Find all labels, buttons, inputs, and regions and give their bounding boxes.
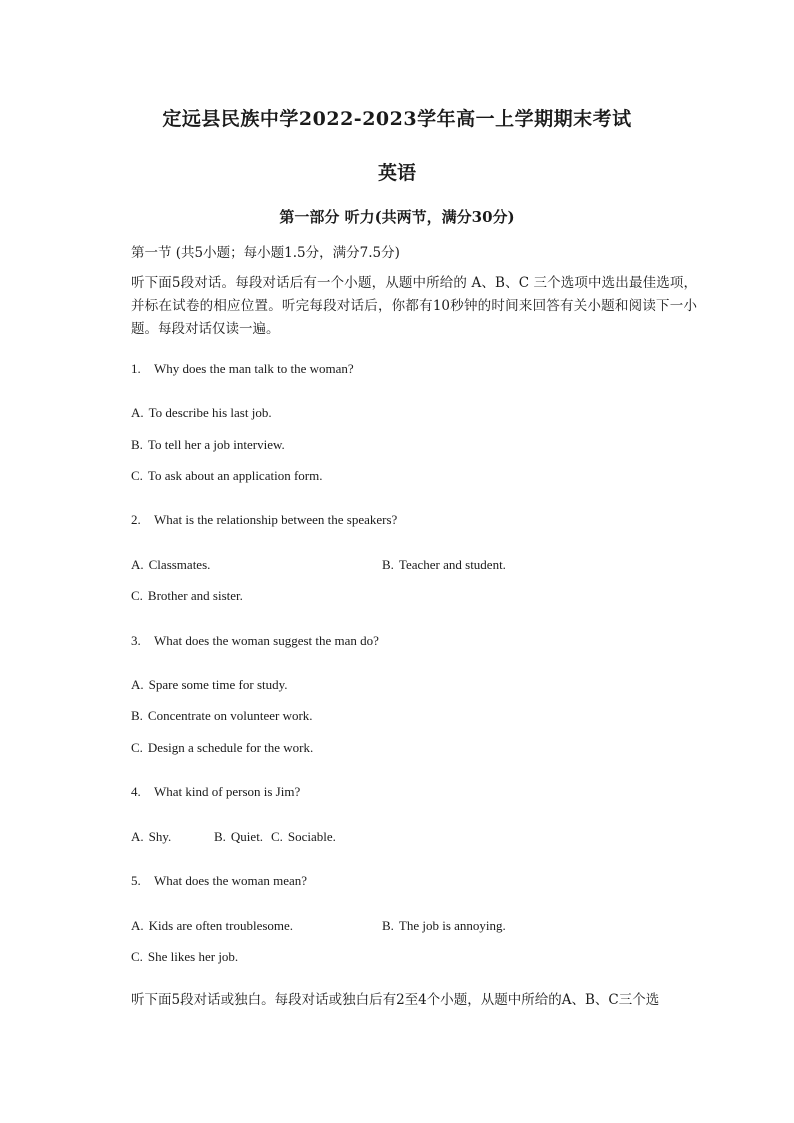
option-3a (131, 677, 288, 693)
option-letter: B. (382, 918, 394, 933)
question-3 (131, 633, 379, 649)
option-text: To ask about an application form. (147, 468, 323, 483)
question-number: 1. (131, 361, 141, 376)
question-number: 5. (131, 873, 141, 888)
option-letter: C. (131, 588, 143, 603)
option-text: The job is annoying. (398, 918, 506, 933)
question-1 (131, 361, 354, 377)
option-5a (131, 918, 293, 934)
option-1a (131, 405, 272, 421)
question-number: 2. (131, 512, 141, 527)
question-text: What does the woman mean? (154, 873, 308, 888)
question-4 (131, 784, 300, 800)
option-letter: B. (382, 557, 394, 572)
option-2a (131, 557, 210, 573)
option-5c (131, 949, 238, 965)
section2-instructions: 听下面5段对话或独白。每段对话或独白后有2至4个小题，从题中所给的A、B、C三个选 (131, 992, 660, 1008)
option-text: Kids are often troublesome. (148, 918, 294, 933)
option-letter: A. (131, 405, 144, 420)
option-letter: A. (131, 677, 144, 692)
section-heading: 第一节 (共5小题；每小题1.5分，满分7.5分) (131, 245, 400, 261)
question-number: 3. (131, 633, 141, 648)
option-1b (131, 437, 285, 453)
option-letter: B. (214, 829, 226, 844)
question-text: What is the relationship between the speakers? (154, 512, 398, 527)
option-1c (131, 468, 322, 484)
subject-title: 英语 (377, 162, 416, 184)
option-letter: B. (131, 708, 143, 723)
question-number: 4. (131, 784, 141, 799)
question-text: Why does the man talk to the woman? (154, 361, 354, 376)
question-text: What does the woman suggest the man do? (154, 633, 379, 648)
option-text: Shy. (148, 829, 172, 844)
section-instructions: 听下面5段对话。每段对话后有一个小题，从题中所给的 A、B、C 三个选项中选出最佳选项，并标在试卷的相应位置。听完每段对话后，你都有10秒钟的时间来回答有关小题和阅读下一小题。每段对话仅读一遍。 (131, 275, 697, 337)
part-heading: 第一部分 听力(共两节，满分30分) (279, 208, 515, 226)
option-letter: B. (131, 437, 143, 452)
option-letter: C. (131, 468, 143, 483)
option-text: To describe his last job. (148, 405, 272, 420)
option-letter: C. (271, 829, 283, 844)
option-text: Quiet. (230, 829, 264, 844)
option-letter: C. (131, 740, 143, 755)
option-letter: A. (131, 829, 144, 844)
question-2 (131, 512, 397, 528)
option-text: Classmates. (148, 557, 211, 572)
option-5b (382, 918, 506, 934)
option-2b (382, 557, 506, 573)
option-letter: C. (131, 949, 143, 964)
option-text: Teacher and student. (398, 557, 506, 572)
option-text: Design a schedule for the work. (147, 740, 314, 755)
option-text: She likes her job. (147, 949, 239, 964)
option-2c (131, 588, 243, 604)
option-4a (131, 829, 171, 845)
option-text: To tell her a job interview. (147, 437, 285, 452)
option-text: Sociable. (287, 829, 336, 844)
option-text: Spare some time for study. (148, 677, 288, 692)
question-text: What kind of person is Jim? (154, 784, 301, 799)
option-letter: A. (131, 918, 144, 933)
option-4c (271, 829, 336, 845)
option-text: Concentrate on volunteer work. (147, 708, 313, 723)
question-5 (131, 873, 307, 889)
option-3b (131, 708, 313, 724)
option-3c (131, 740, 313, 756)
option-letter: A. (131, 557, 144, 572)
option-text: Brother and sister. (147, 588, 243, 603)
exam-title: 定远县民族中学2022-2023学年高一上学期期末考试 (162, 108, 632, 130)
option-4b (214, 829, 263, 845)
